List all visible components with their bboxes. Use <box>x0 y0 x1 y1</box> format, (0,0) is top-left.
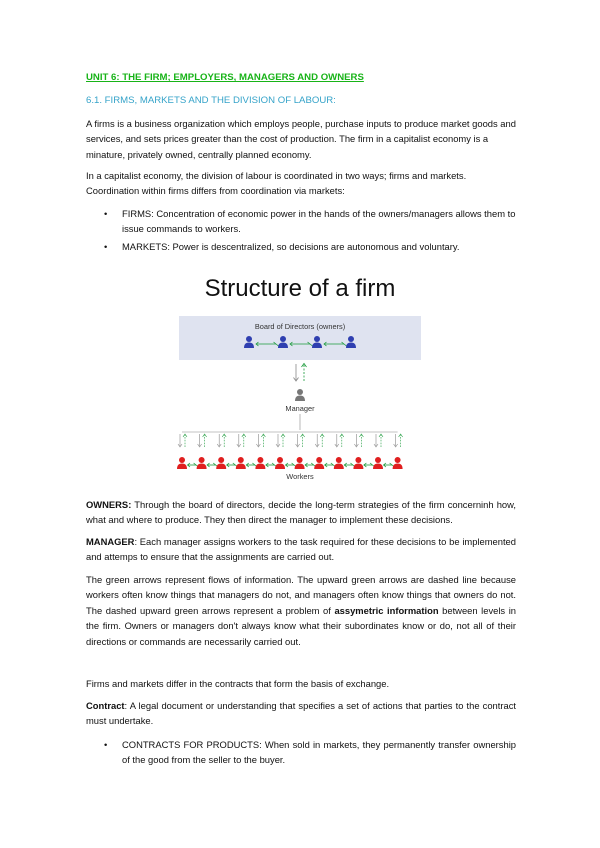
firm-structure-diagram <box>170 274 430 494</box>
worker-icon <box>197 457 207 469</box>
section-title: 6.1. FIRMS, MARKETS AND THE DIVISION OF LABOUR: <box>86 95 336 106</box>
owner-icon <box>346 336 356 348</box>
firms-markets-list <box>86 206 516 256</box>
owner-icon <box>278 336 288 348</box>
worker-icon <box>216 457 226 469</box>
owner-icon <box>312 336 322 348</box>
bullet-icon: • <box>104 208 108 219</box>
worker-icon <box>295 457 305 469</box>
intro-paragraph: A firms is a business organization which employs people, purchase inputs to produce market goods and services, and sets prices greater than the cost of production. The firm in a capitalist economy is a minature, privately owned, centrally planned economy. <box>86 118 516 160</box>
worker-icon <box>275 457 285 469</box>
worker-icon <box>236 457 246 469</box>
contracts-list <box>86 737 516 770</box>
manager-term: MANAGER <box>86 536 135 547</box>
worker-icon <box>353 457 363 469</box>
unit-title: UNIT 6: THE FIRM; EMPLOYERS, MANAGERS AND OWNERS <box>86 72 364 83</box>
information-paragraph: The green arrows represent flows of information. The upward green arrows are dashed line because workers often know things that managers do not, and managers often know things that owners do not. The dashed upward green arrows represent a problem of assymetric information between levels in the firm. Owners or managers don't always know what their subordinates know or do, not all of their directions or commands are necessarily carried out. <box>86 574 516 647</box>
list-item: • MARKETS: Power is descentralized, so decisions are autonomous and voluntary. <box>86 239 516 254</box>
diagram-graphics <box>170 274 430 494</box>
worker-icon <box>255 457 265 469</box>
manager-label: Manager <box>285 404 315 413</box>
manager-icon <box>295 389 305 401</box>
owners-paragraph: OWNERS: Through the board of directors, decide the long-term strategies of the firm concerninh how, what and where to produce. They then direct the manager to implement these decisions. <box>86 499 516 526</box>
diagram-title: Structure of a firm <box>204 275 396 302</box>
manager-paragraph: MANAGER: Each manager assigns workers to the task required for these decisions to be implemented and attemps to ensure that the assignments are carried out. <box>86 536 516 563</box>
division-of-labour-paragraph: In a capitalist economy, the division of labour is coordinated in two ways; firms and markets. Coordination within firms differs from coordination via markets: <box>86 170 467 197</box>
bullet-icon: • <box>104 240 108 252</box>
asymmetric-information-term: assymetric information <box>334 604 439 616</box>
bullet-icon: • <box>104 739 108 750</box>
list-item: • CONTRACTS FOR PRODUCTS: When sold in markets, they permanently transfer ownership of the good from the seller to the buyer. <box>104 739 516 766</box>
worker-icon <box>393 457 403 469</box>
owner-icon <box>244 336 254 348</box>
worker-icon <box>314 457 324 469</box>
workers-label: Workers <box>286 472 314 481</box>
list-item: • FIRMS: Concentration of economic power in the hands of the owners/managers allows them to issue commands to workers. <box>104 208 516 235</box>
contracts-intro-paragraph: Firms and markets differ in the contracts that form the basis of exchange. <box>86 678 390 689</box>
owners-term: OWNERS: <box>86 499 132 510</box>
worker-icon <box>334 457 344 469</box>
board-label: Board of Directors (owners) <box>254 322 346 331</box>
contract-definition-paragraph: Contract: A legal document or understanding that specifies a set of actions that parties to the contract must undertake. <box>86 700 516 727</box>
worker-icon <box>177 457 187 469</box>
contract-term: Contract <box>86 700 125 711</box>
worker-icon <box>373 457 383 469</box>
